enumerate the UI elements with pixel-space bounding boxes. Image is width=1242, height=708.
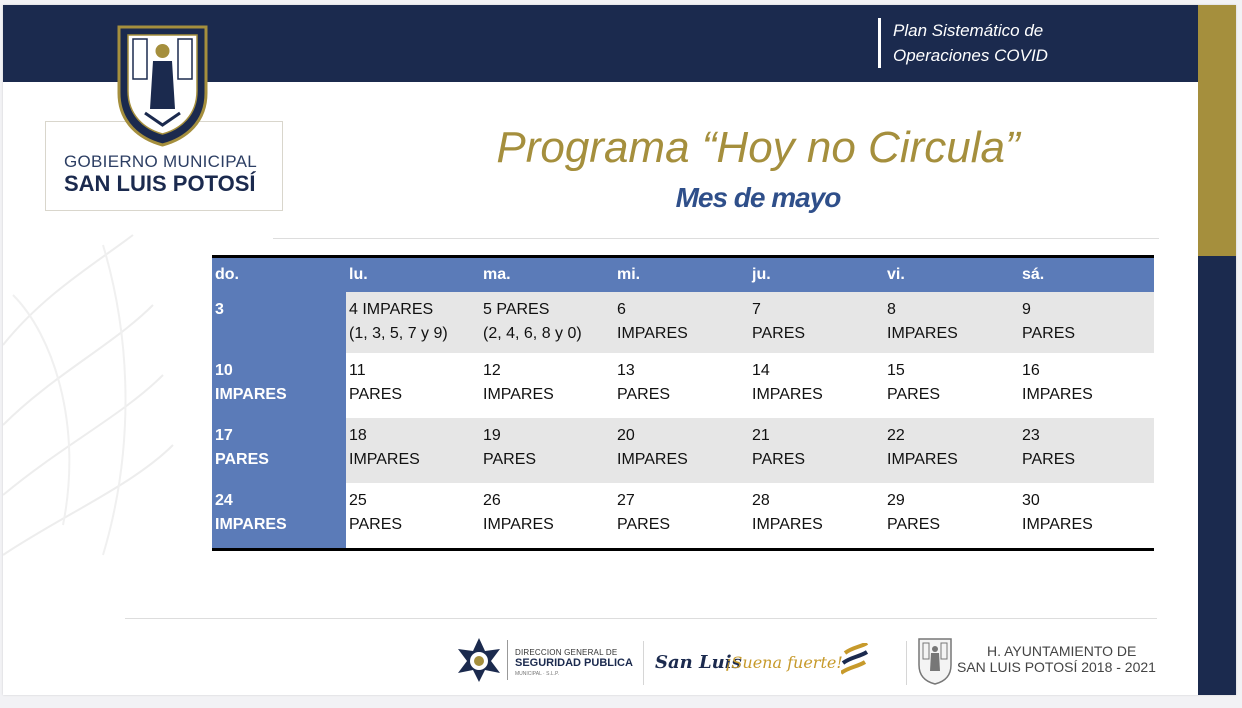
day-cell — [212, 483, 346, 550]
day-plate-rule: PARES — [887, 516, 941, 533]
day-cell — [480, 292, 614, 353]
day-cell — [884, 292, 1019, 353]
day-plate-rule: PARES — [483, 451, 537, 468]
seguridad-divider — [507, 640, 508, 680]
day-plate-rule: IMPARES — [1022, 516, 1093, 533]
day-plate-rule: PARES — [617, 516, 671, 533]
seguridad-line-3: MUNICIPAL · S.L.P. — [515, 671, 560, 677]
san-luis-suena-fuerte-logo — [655, 643, 870, 683]
day-number: 6 — [617, 301, 626, 318]
page-title: Programa “Hoy no Circula” — [496, 123, 1020, 172]
day-cell — [480, 418, 614, 483]
day-plate-rule: IMPARES — [752, 516, 823, 533]
day-cell — [1019, 483, 1154, 550]
calendar-table — [212, 255, 1154, 551]
header-jueves: ju. — [749, 257, 884, 293]
day-cell — [346, 483, 480, 550]
week-row — [212, 418, 1154, 483]
ayuntamiento-crest-icon — [917, 637, 953, 685]
day-cell — [884, 353, 1019, 418]
day-plate-rule: IMPARES — [215, 516, 287, 533]
day-cell — [614, 483, 749, 550]
day-number: 23 — [1022, 427, 1040, 444]
day-number: 28 — [752, 492, 770, 509]
day-cell — [614, 292, 749, 353]
day-cell — [212, 418, 346, 483]
plan-caption — [878, 18, 1113, 68]
day-number: 5 PARES — [483, 301, 550, 318]
header-lunes: lu. — [346, 257, 480, 293]
day-number: 22 — [887, 427, 905, 444]
seguridad-line-2: SEGURIDAD PUBLICA — [515, 657, 633, 669]
day-number: 25 — [349, 492, 367, 509]
day-plate-rule: IMPARES — [483, 386, 554, 403]
plan-line-2: Operaciones COVID — [893, 46, 1048, 65]
day-number: 20 — [617, 427, 635, 444]
logo-text-line-1: GOBIERNO MUNICIPAL — [64, 152, 258, 171]
footer-separator-1 — [643, 641, 644, 685]
page-subtitle: Mes de mayo — [675, 182, 841, 213]
plan-line-1: Plan Sistemático de — [893, 21, 1044, 40]
day-plate-rule: PARES — [887, 386, 941, 403]
day-plate-rule: (2, 4, 6, 8 y 0) — [483, 325, 582, 342]
day-cell — [1019, 353, 1154, 418]
day-number: 24 — [215, 492, 233, 509]
day-cell — [346, 353, 480, 418]
day-plate-rule: IMPARES — [483, 516, 554, 533]
header-miercoles: mi. — [614, 257, 749, 293]
calendar-header-row — [212, 257, 1154, 293]
day-plate-rule: PARES — [752, 325, 806, 342]
day-plate-rule: IMPARES — [887, 451, 958, 468]
header-viernes: vi. — [884, 257, 1019, 293]
seguridad-line-1: DIRECCION GENERAL DE — [515, 648, 618, 657]
ayuntamiento-line-1: H. AYUNTAMIENTO DE — [987, 643, 1137, 659]
crest-icon — [115, 23, 210, 147]
day-number: 27 — [617, 492, 635, 509]
day-number: 10 — [215, 362, 233, 379]
day-cell — [749, 483, 884, 550]
brand-stripes-icon — [841, 643, 869, 679]
day-plate-rule: (1, 3, 5, 7 y 9) — [349, 325, 448, 342]
day-cell — [212, 292, 346, 353]
header-martes: ma. — [480, 257, 614, 293]
day-cell — [480, 483, 614, 550]
day-plate-rule: PARES — [349, 516, 403, 533]
slide — [3, 5, 1236, 695]
day-cell — [749, 353, 884, 418]
day-plate-rule: IMPARES — [1022, 386, 1093, 403]
day-number: 12 — [483, 362, 501, 379]
day-number: 9 — [1022, 301, 1031, 318]
day-number: 14 — [752, 362, 770, 379]
day-number: 7 — [752, 301, 761, 318]
day-cell — [346, 418, 480, 483]
day-cell — [749, 292, 884, 353]
day-number: 17 — [215, 427, 233, 444]
ayuntamiento-line-2: SAN LUIS POTOSÍ 2018 - 2021 — [957, 659, 1156, 675]
day-plate-rule: PARES — [1022, 451, 1076, 468]
divider-bottom — [125, 618, 1157, 619]
day-number: 21 — [752, 427, 770, 444]
police-star-icon — [455, 637, 503, 683]
day-cell — [1019, 292, 1154, 353]
day-number: 18 — [349, 427, 367, 444]
day-cell — [346, 292, 480, 353]
header-sabado: sá. — [1019, 257, 1154, 293]
day-number: 19 — [483, 427, 501, 444]
day-plate-rule: PARES — [752, 451, 806, 468]
day-number: 4 IMPARES — [349, 301, 434, 318]
ayuntamiento-logo — [917, 635, 1177, 689]
day-number: 3 — [215, 301, 224, 318]
week-row — [212, 483, 1154, 550]
day-cell — [1019, 418, 1154, 483]
day-number: 16 — [1022, 362, 1040, 379]
footer-separator-2 — [906, 641, 907, 685]
day-number: 11 — [349, 362, 366, 379]
day-number: 29 — [887, 492, 905, 509]
divider-top — [273, 238, 1159, 239]
decorative-swirls — [3, 225, 203, 695]
week-row — [212, 353, 1154, 418]
day-cell — [480, 353, 614, 418]
day-plate-rule: PARES — [617, 386, 671, 403]
day-plate-rule: IMPARES — [617, 451, 688, 468]
day-number: 15 — [887, 362, 905, 379]
day-plate-rule: IMPARES — [215, 386, 287, 403]
day-cell — [884, 418, 1019, 483]
day-plate-rule: IMPARES — [617, 325, 688, 342]
header-domingo: do. — [212, 257, 346, 293]
seguridad-publica-logo — [455, 635, 633, 685]
day-plate-rule: PARES — [1022, 325, 1076, 342]
day-cell — [614, 353, 749, 418]
day-cell — [884, 483, 1019, 550]
day-cell — [212, 353, 346, 418]
sanluis-text: San Luis — [655, 652, 742, 673]
suena-fuerte-text: ¡Suena fuerte! — [725, 653, 843, 672]
week-row — [212, 292, 1154, 353]
day-plate-rule: IMPARES — [349, 451, 420, 468]
right-navy-bar — [1198, 256, 1236, 695]
day-number: 13 — [617, 362, 635, 379]
day-cell — [614, 418, 749, 483]
logo-text-line-2: SAN LUIS POTOSÍ — [64, 171, 256, 196]
right-gold-bar — [1198, 5, 1236, 256]
day-plate-rule: IMPARES — [752, 386, 823, 403]
day-number: 8 — [887, 301, 896, 318]
day-number: 26 — [483, 492, 501, 509]
day-plate-rule: IMPARES — [887, 325, 958, 342]
day-cell — [749, 418, 884, 483]
day-plate-rule: PARES — [215, 451, 269, 468]
day-number: 30 — [1022, 492, 1040, 509]
day-plate-rule: PARES — [349, 386, 403, 403]
